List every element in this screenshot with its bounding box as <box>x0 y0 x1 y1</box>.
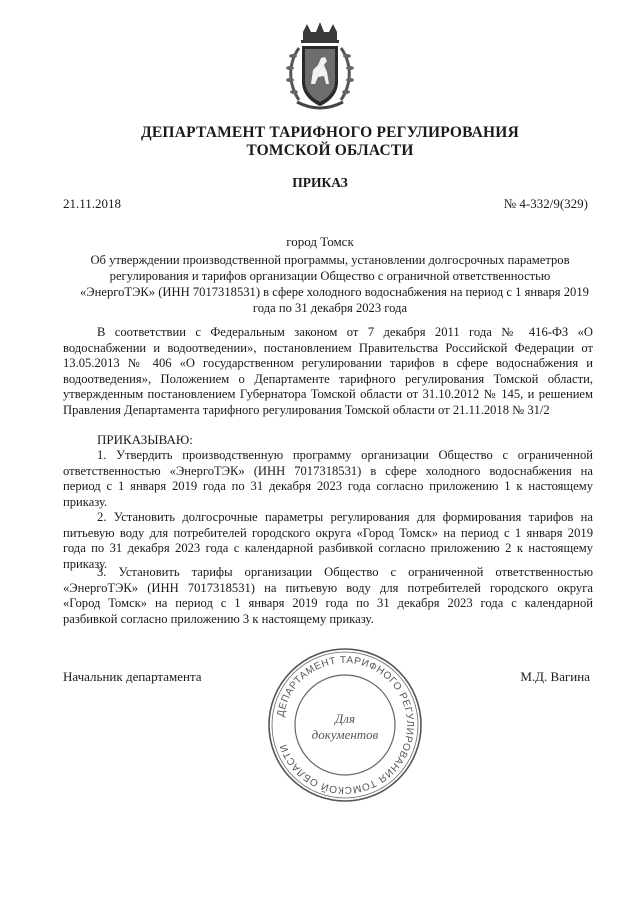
order-item-3 <box>63 565 593 627</box>
subject-line: Об утверждении производственной программы, установлении долгосрочных параметров <box>90 253 570 267</box>
order-item-line: 2. Установить долгосрочные параметры регулирования для формирования тарифов на <box>97 510 593 524</box>
order-item-line: разбивкой согласно приложению 3 к настоящему приказу. <box>63 611 374 626</box>
order-item-2 <box>63 510 593 572</box>
preamble-line: Правления Департамента тарифного регулирования Томской области от 21.11.2018 № 31/2 <box>63 402 550 417</box>
document-city: город Томск <box>286 234 354 249</box>
order-item-line: приказу. <box>63 494 108 509</box>
document-subject <box>80 252 589 316</box>
order-item-line: «Город Томск» на период с 1 января 2019 года по 31 декабря 2023 года с календарной <box>63 596 593 610</box>
order-item-line: ответственностью «ЭнергоТЭК» (ИНН 7017318531) в сфере холодного водоснабжения на <box>63 463 593 478</box>
stamp-center-line2: документов <box>311 727 379 742</box>
subject-line: «ЭнергоТЭК» (ИНН 7017318531) в сфере холодного водоснабжения на период с 1 января 2019 <box>80 285 589 299</box>
stamp-center-line1: Для <box>335 711 355 726</box>
official-stamp <box>265 645 425 805</box>
order-item-1 <box>63 448 593 510</box>
stamp-ring-text: ДЕПАРТАМЕНТ ТАРИФНОГО РЕГУЛИРОВАНИЯ ТОМСКОЙ ОБЛАСТИ <box>275 654 416 796</box>
tomsk-coat-of-arms-icon <box>285 22 355 114</box>
preamble-line: водоотведения», Положением о Департаменте тарифного регулирования Томской области, <box>63 371 593 386</box>
signatory-position: Начальник департамента <box>63 669 202 684</box>
org-name-line1: ДЕПАРТАМЕНТ ТАРИФНОГО РЕГУЛИРОВАНИЯ <box>141 124 519 141</box>
signatory-name: М.Д. Вагина <box>520 669 590 684</box>
order-item-line: 3. Установить тарифы организации Общество с ограниченной ответственностью <box>97 565 593 579</box>
document-type: ПРИКАЗ <box>292 175 348 190</box>
subject-line: года по 31 декабря 2023 года <box>252 301 408 315</box>
preamble-line: водоснабжении и водоотведении», постановлением Правительства Российской Федерации от <box>63 340 593 355</box>
order-item-line: период с 1 января 2019 года по 31 декабря 2023 года согласно приложению 1 к настоящему <box>63 479 593 493</box>
order-item-line: года по 31 декабря 2023 года с календарной разбивкой согласно приложению 2 к настоящему <box>63 541 593 555</box>
preamble-paragraph <box>63 325 593 418</box>
order-item-line: приказу. <box>63 556 108 571</box>
document-number: № 4-332/9(329) <box>503 196 588 211</box>
order-word: ПРИКАЗЫВАЮ: <box>97 432 193 447</box>
order-item-line: 1. Утвердить производственную программу организации Общество с ограниченной <box>97 448 593 462</box>
org-name-line2: ТОМСКОЙ ОБЛАСТИ <box>246 142 414 159</box>
order-item-line: «ЭнергоТЭК» (ИНН 7017318531) на питьевую воду для потребителей городского округа <box>63 580 593 595</box>
preamble-line: утвержденным постановлением Губернатора Томской области от 31.10.2012 № 145, и решением <box>63 387 593 401</box>
order-item-line: питьевую воду для потребителей городского округа «Город Томск» на период с 1 января 2019 <box>63 525 593 540</box>
document-date: 21.11.2018 <box>63 196 122 211</box>
preamble-line: 13.05.2013 № 406 «О государственном регулировании тарифов в сфере водоснабжения и <box>63 356 593 370</box>
preamble-line: В соответствии с Федеральным законом от 7 декабря 2011 года № 416-ФЗ «О <box>97 325 593 339</box>
subject-line: регулирования и тарифов организации Общество с ограничной ответственностью <box>109 269 551 283</box>
